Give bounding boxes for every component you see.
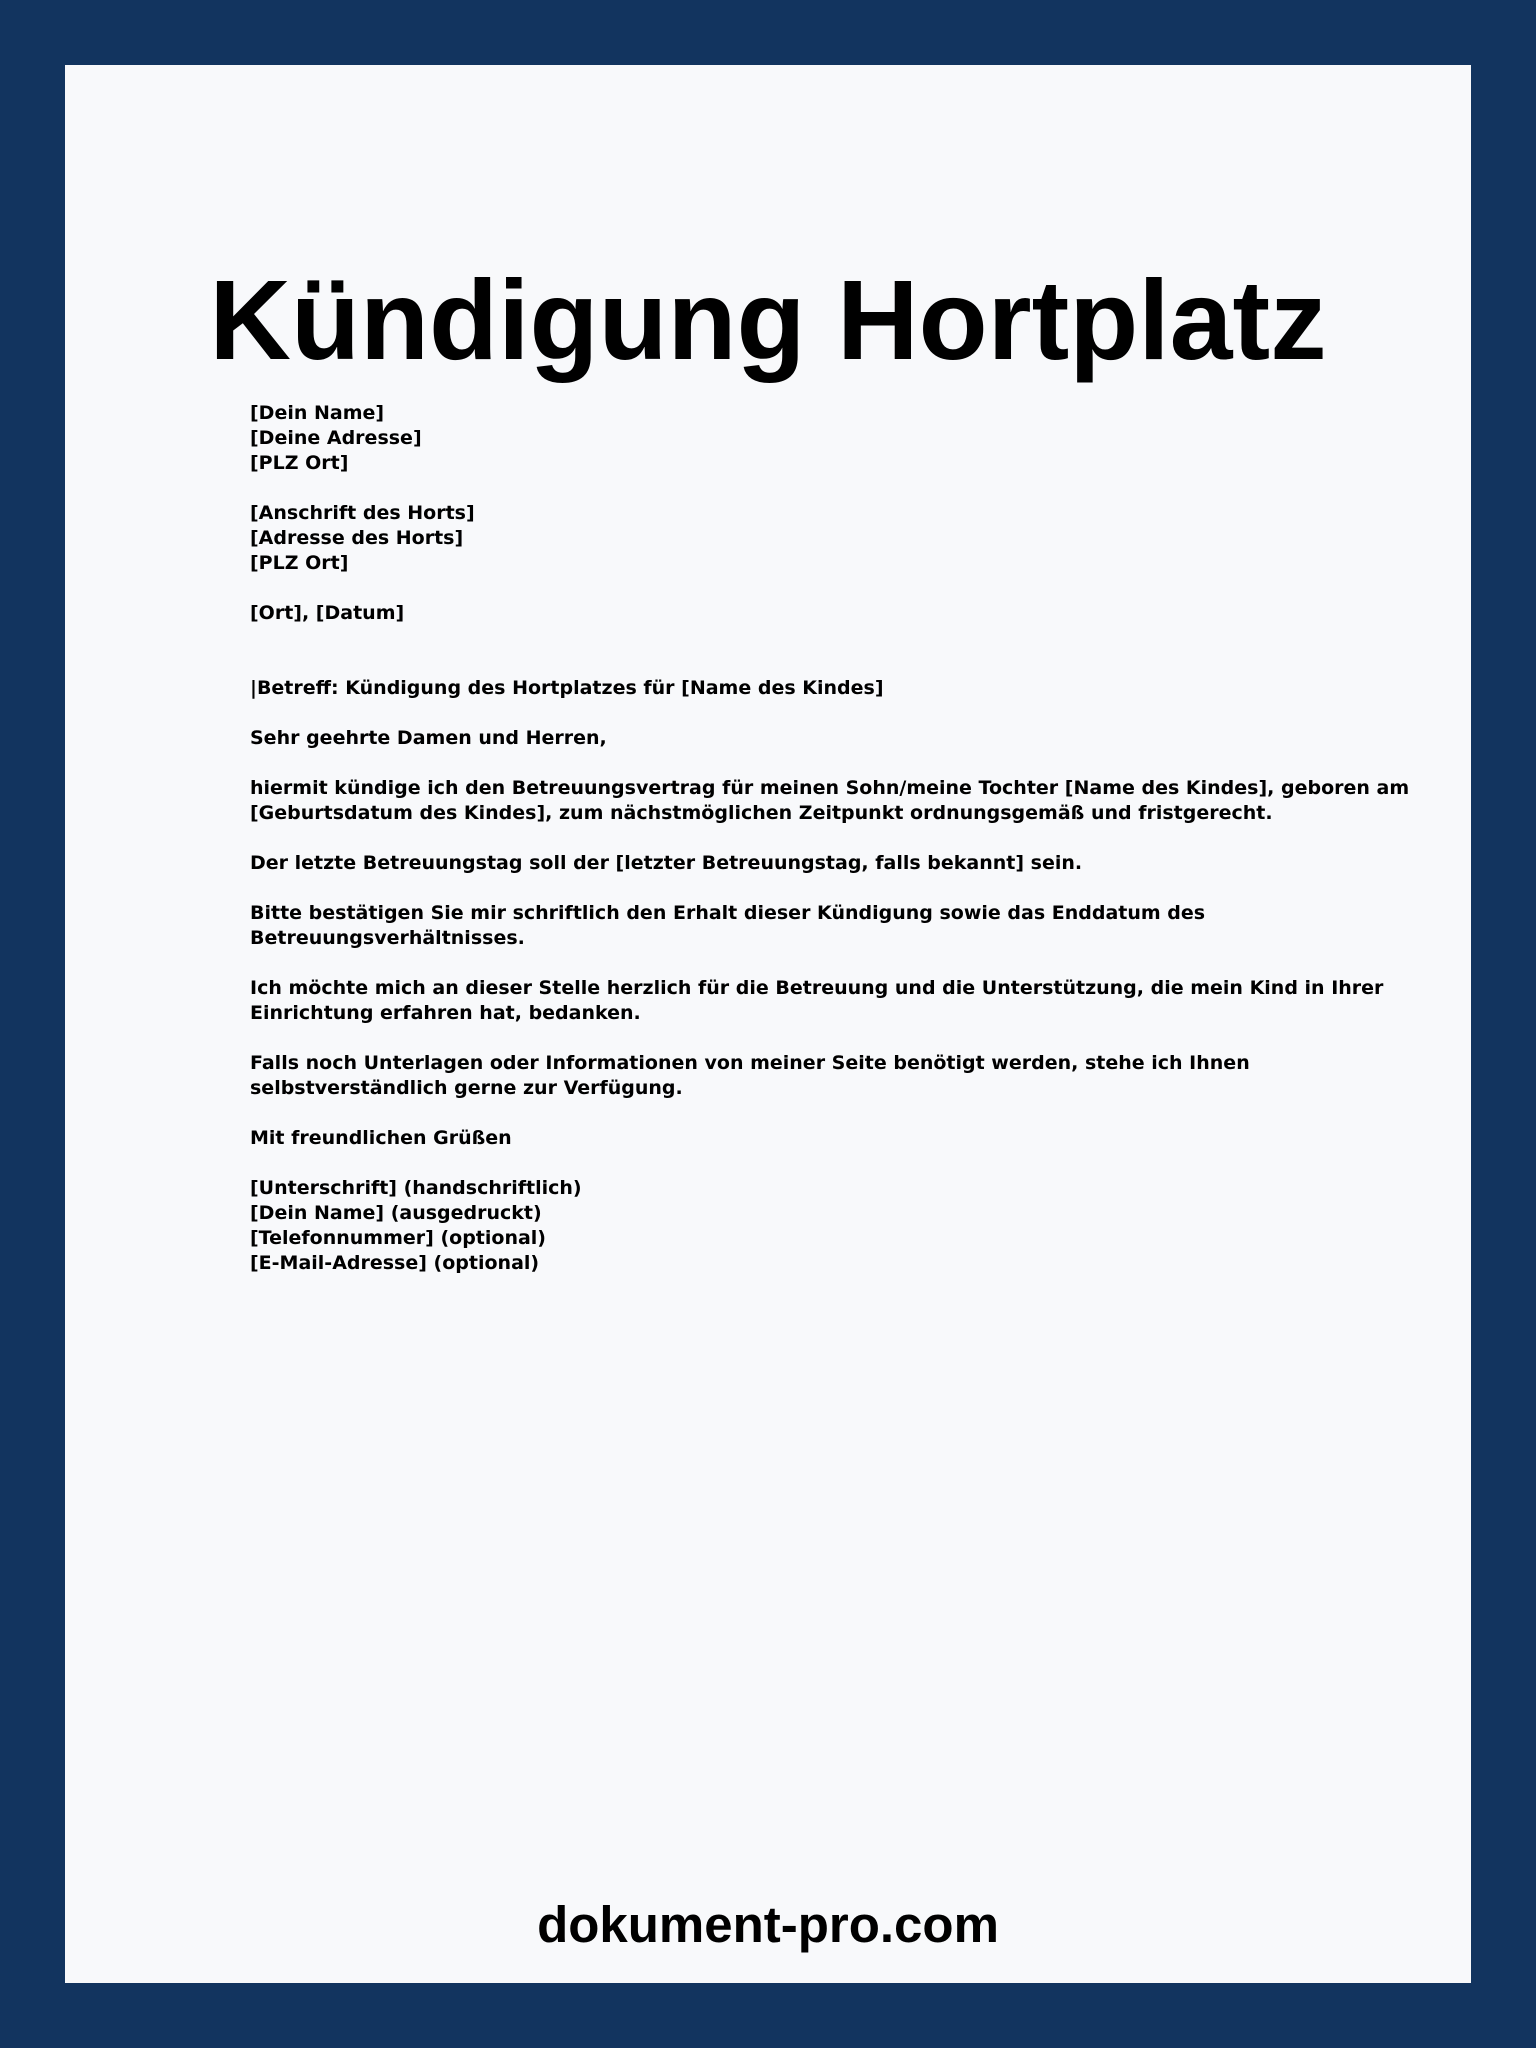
- paragraph: [250, 776, 1410, 826]
- sender-city: [PLZ Ort]: [250, 452, 349, 474]
- footer-website: dokument-pro.com: [537, 1896, 999, 1953]
- recipient-name: [Anschrift des Horts]: [250, 502, 475, 524]
- signature-email: [E-Mail-Adresse] (optional): [250, 1252, 540, 1274]
- signature-name: [Dein Name] (ausgedruckt): [250, 1202, 542, 1224]
- paragraph-line: Falls noch Unterlagen oder Informationen von meiner Seite benötigt werden, stehe ich Ihnen: [250, 1052, 1250, 1074]
- paragraph-line: Bitte bestätigen Sie mir schriftlich den Erhalt dieser Kündigung sowie das Enddatum des: [250, 902, 1206, 924]
- paragraph-line: [Geburtsdatum des Kindes], zum nächstmöglichen Zeitpunkt ordnungsgemäß und fristgerecht.: [250, 802, 1273, 824]
- paragraph: [250, 901, 1330, 951]
- paragraph-line: hiermit kündige ich den Betreuungsvertrag für meinen Sohn/meine Tochter [Name des Kindes], geboren am: [250, 777, 1410, 799]
- sender-address: [Deine Adresse]: [250, 427, 422, 449]
- sender-block: [250, 401, 1330, 476]
- paragraph-line: Der letzte Betreuungstag soll der [letzter Betreuungstag, falls bekannt] sein.: [250, 852, 1083, 874]
- subject-line: |Betreff: Kündigung des Hortplatzes für [Name des Kindes]: [250, 677, 884, 699]
- salutation: Sehr geehrte Damen und Herren,: [250, 727, 607, 749]
- recipient-city: [PLZ Ort]: [250, 552, 349, 574]
- closing: Mit freundlichen Grüßen: [250, 1127, 512, 1149]
- paragraph: [250, 976, 1384, 1026]
- recipient-block: [250, 501, 1330, 576]
- sender-name: [Dein Name]: [250, 402, 385, 424]
- letter-body: [250, 401, 1410, 1276]
- recipient-address: [Adresse des Horts]: [250, 527, 464, 549]
- document-title: Kündigung Hortplatz: [209, 257, 1327, 383]
- paragraph-line: Betreuungsverhältnisses.: [250, 927, 525, 949]
- place-date: [Ort], [Datum]: [250, 602, 405, 624]
- paragraph-line: Ich möchte mich an dieser Stelle herzlich für die Betreuung und die Unterstützung, die mein Kind in Ihrer: [250, 977, 1384, 999]
- paragraph: [250, 851, 1330, 876]
- paragraph-line: selbstverständlich gerne zur Verfügung.: [250, 1077, 683, 1099]
- signature-placeholder: [Unterschrift] (handschriftlich): [250, 1177, 582, 1199]
- document-page: [65, 65, 1471, 1983]
- signature-phone: [Telefonnummer] (optional): [250, 1227, 546, 1249]
- paragraph-line: Einrichtung erfahren hat, bedanken.: [250, 1002, 641, 1024]
- signature-block: [250, 1176, 1330, 1276]
- paragraph: [250, 1051, 1330, 1101]
